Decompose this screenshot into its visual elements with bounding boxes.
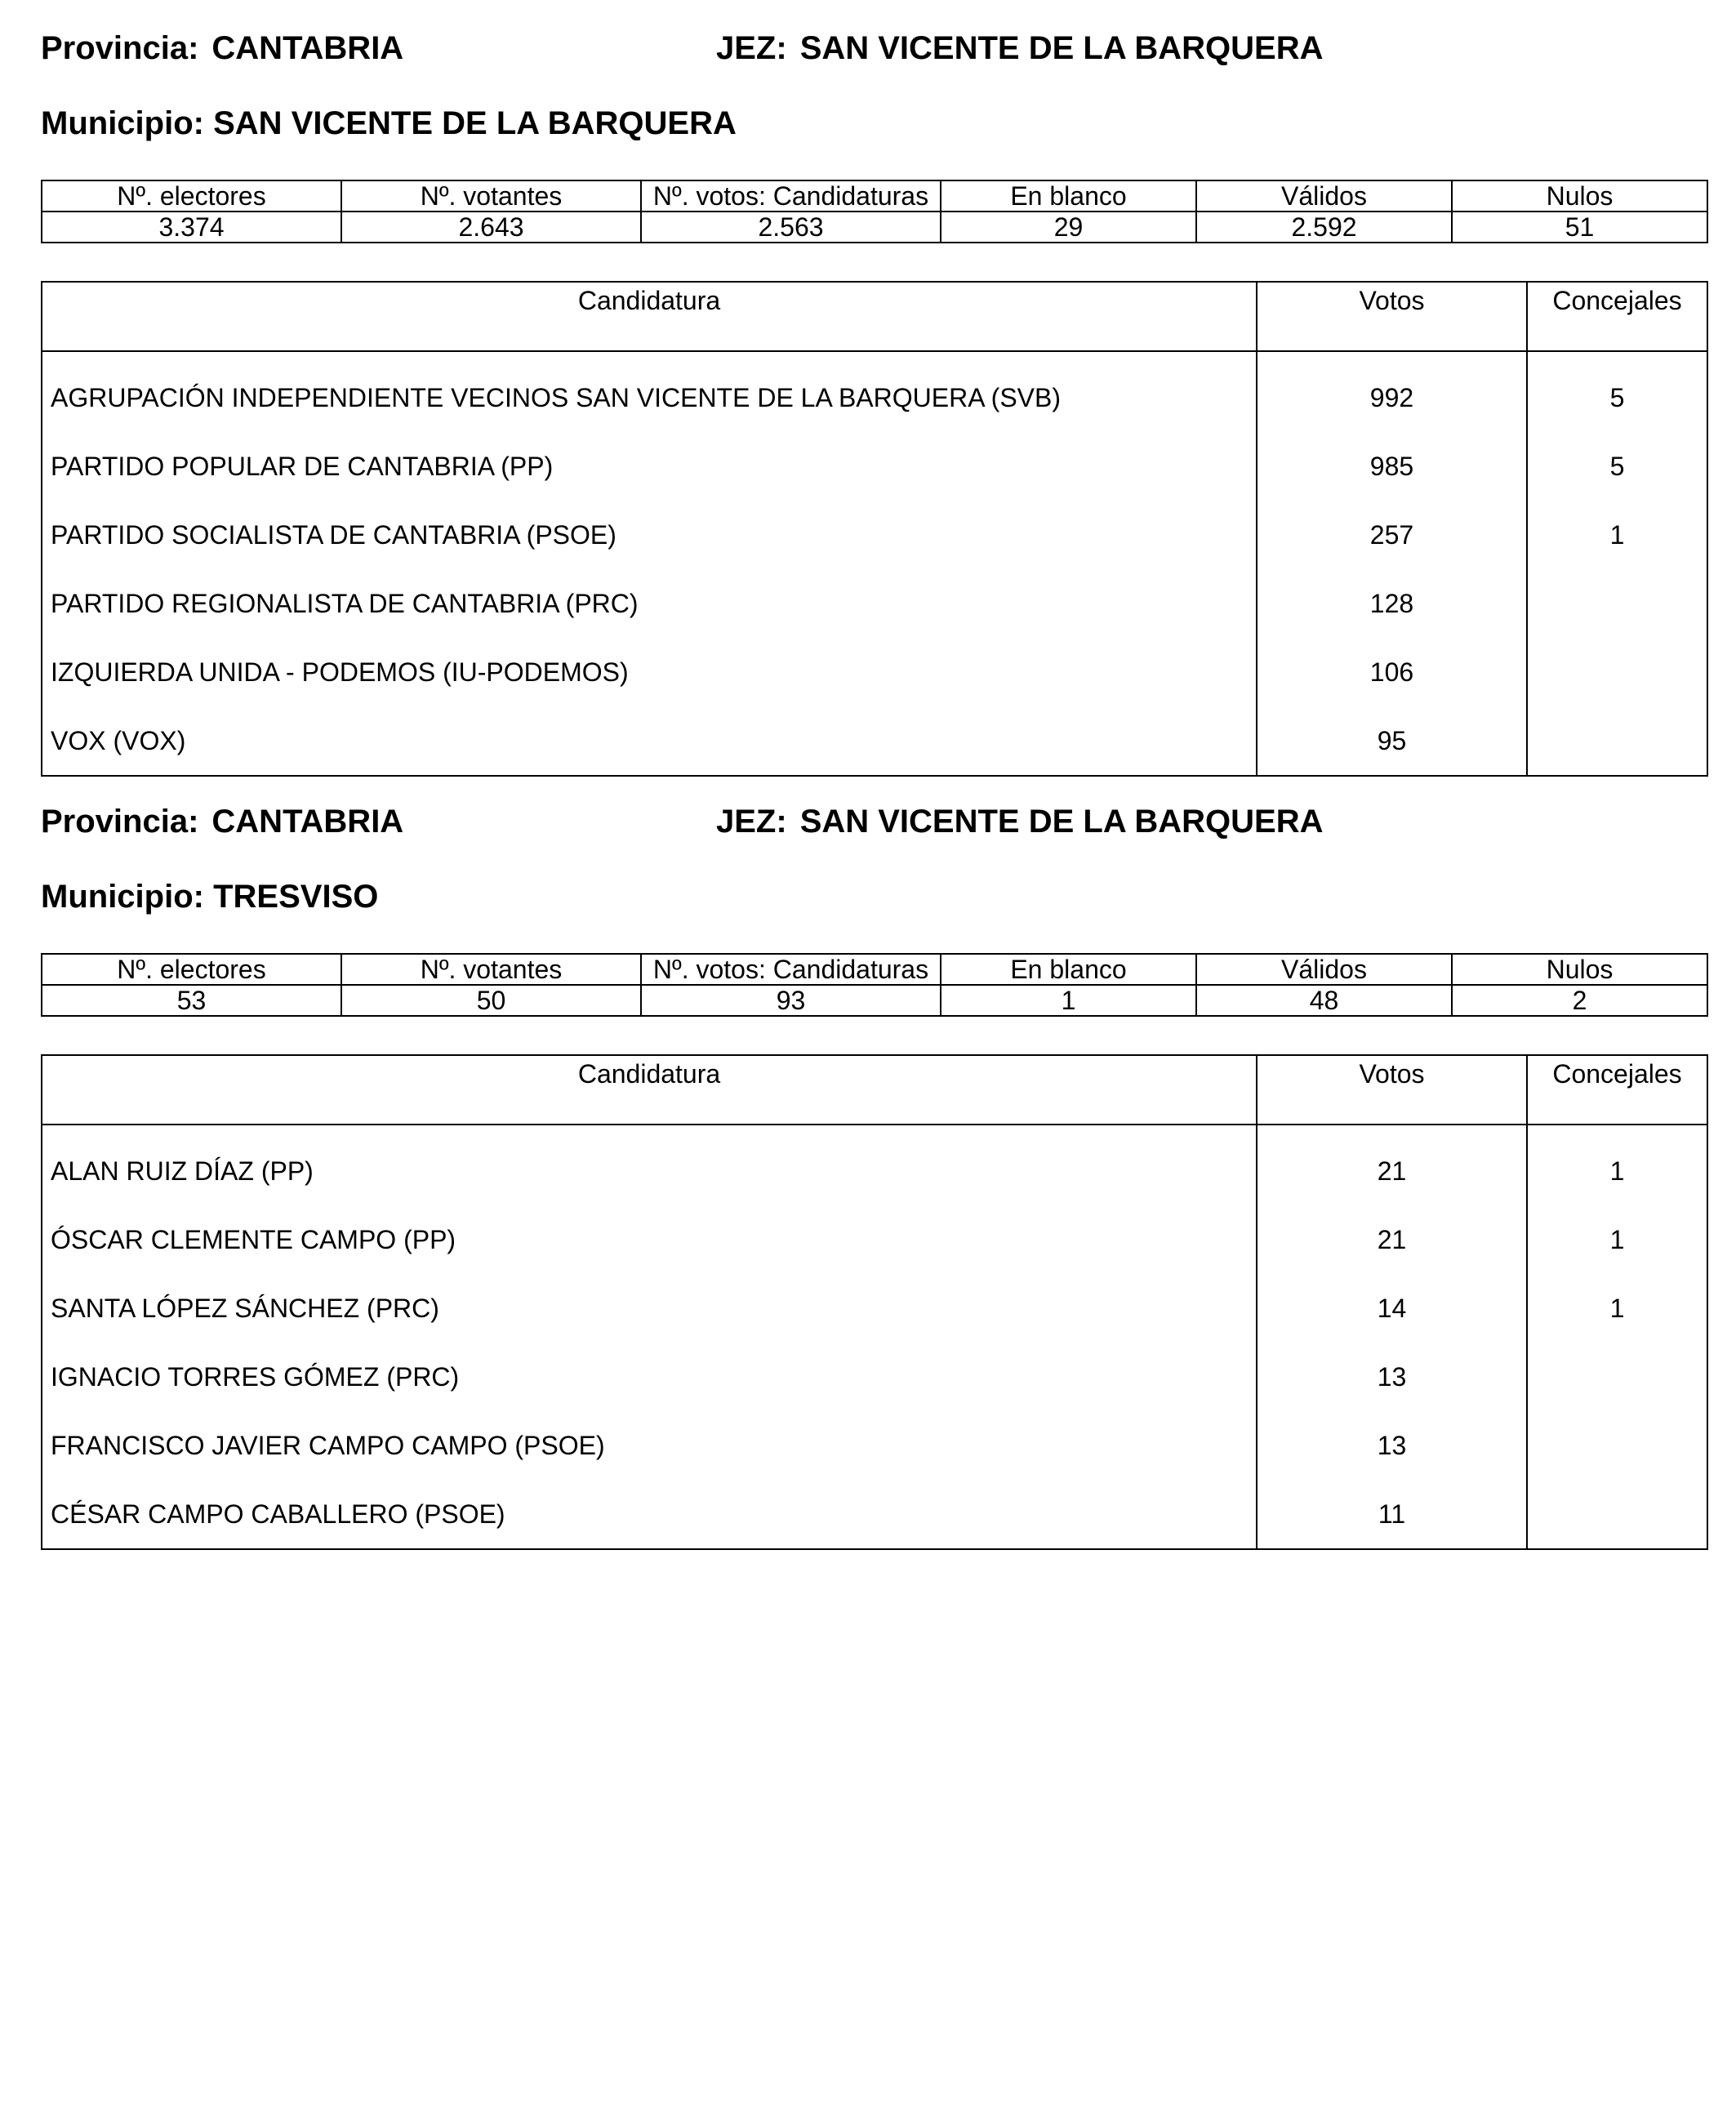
candidatura-name: ALAN RUIZ DÍAZ (PP) xyxy=(42,1125,1257,1205)
candidatura-name: PARTIDO SOCIALISTA DE CANTABRIA (PSOE) xyxy=(42,501,1257,569)
provincia-label: Provincia: xyxy=(41,804,199,840)
stats-header-cell: Nº. electores xyxy=(42,180,341,212)
concejales-value: 1 xyxy=(1527,1125,1707,1205)
votos-value: 13 xyxy=(1257,1343,1527,1411)
jez-value: SAN VICENTE DE LA BARQUERA xyxy=(799,804,1324,840)
stats-header-cell: Válidos xyxy=(1196,180,1452,212)
candidatura-name: PARTIDO REGIONALISTA DE CANTABRIA (PRC) xyxy=(42,569,1257,638)
concejales-value: 5 xyxy=(1527,351,1707,432)
concejales-value: 1 xyxy=(1527,1205,1707,1274)
stats-header-cell: Nº. votos: Candidaturas xyxy=(641,954,941,985)
table-row xyxy=(42,1205,1707,1274)
stats-header-cell: En blanco xyxy=(941,954,1196,985)
candidatura-name: SANTA LÓPEZ SÁNCHEZ (PRC) xyxy=(42,1274,1257,1343)
concejales-value: 1 xyxy=(1527,501,1707,569)
stats-header-cell: Nº. votos: Candidaturas xyxy=(641,180,941,212)
stats-value-cell: 48 xyxy=(1196,985,1452,1016)
votos-value: 21 xyxy=(1257,1205,1527,1274)
results-header-concejales: Concejales xyxy=(1527,282,1707,351)
stats-value-cell: 29 xyxy=(941,212,1196,243)
stats-value-cell: 93 xyxy=(641,985,941,1016)
table-row xyxy=(42,706,1707,776)
table-row xyxy=(42,1343,1707,1411)
candidatura-name: IZQUIERDA UNIDA - PODEMOS (IU-PODEMOS) xyxy=(42,638,1257,706)
municipio-value: TRESVISO xyxy=(213,879,379,915)
stats-header-cell: Nº. votantes xyxy=(341,954,641,985)
concejales-value xyxy=(1527,638,1707,706)
table-row xyxy=(42,501,1707,569)
concejales-value: 1 xyxy=(1527,1274,1707,1343)
stats-header-cell: Nulos xyxy=(1452,180,1707,212)
municipality-section xyxy=(41,23,1707,777)
candidatura-name: ÓSCAR CLEMENTE CAMPO (PP) xyxy=(42,1205,1257,1274)
candidatura-name: PARTIDO POPULAR DE CANTABRIA (PP) xyxy=(42,432,1257,501)
results-header-candidatura: Candidatura xyxy=(42,282,1257,351)
table-row xyxy=(42,638,1707,706)
provincia-value: CANTABRIA xyxy=(211,30,404,66)
stats-value-cell: 50 xyxy=(341,985,641,1016)
votos-value: 992 xyxy=(1257,351,1527,432)
votos-value: 106 xyxy=(1257,638,1527,706)
jez-block xyxy=(716,23,1323,73)
votos-value: 11 xyxy=(1257,1480,1527,1549)
stats-value-cell: 1 xyxy=(941,985,1196,1016)
municipio-label: Municipio: xyxy=(41,105,204,141)
results-header-votos: Votos xyxy=(1257,1055,1527,1125)
candidatura-name: AGRUPACIÓN INDEPENDIENTE VECINOS SAN VICENTE DE LA BARQUERA (SVB) xyxy=(42,351,1257,432)
municipio-row xyxy=(41,98,1707,149)
jez-label: JEZ: xyxy=(716,30,787,66)
table-row xyxy=(42,569,1707,638)
stats-table xyxy=(41,953,1708,1017)
table-row xyxy=(42,351,1707,432)
stats-header-cell: En blanco xyxy=(941,180,1196,212)
results-header-candidatura: Candidatura xyxy=(42,1055,1257,1125)
stats-header-cell: Válidos xyxy=(1196,954,1452,985)
stats-header-cell: Nº. electores xyxy=(42,954,341,985)
concejales-value xyxy=(1527,1343,1707,1411)
municipio-label: Municipio: xyxy=(41,879,204,915)
municipio-value: SAN VICENTE DE LA BARQUERA xyxy=(213,105,737,141)
concejales-value xyxy=(1527,1480,1707,1549)
votos-value: 985 xyxy=(1257,432,1527,501)
table-row xyxy=(42,1480,1707,1549)
candidatura-name: IGNACIO TORRES GÓMEZ (PRC) xyxy=(42,1343,1257,1411)
results-header-row xyxy=(42,282,1707,351)
header-row xyxy=(41,23,1707,73)
votos-value: 13 xyxy=(1257,1411,1527,1480)
concejales-value xyxy=(1527,569,1707,638)
votos-value: 95 xyxy=(1257,706,1527,776)
stats-table xyxy=(41,180,1708,243)
stats-header-cell: Nulos xyxy=(1452,954,1707,985)
table-row xyxy=(42,432,1707,501)
votos-value: 257 xyxy=(1257,501,1527,569)
stats-value-cell: 51 xyxy=(1452,212,1707,243)
stats-header-cell: Nº. votantes xyxy=(341,180,641,212)
header-row xyxy=(41,796,1707,847)
jez-block xyxy=(716,796,1323,847)
stats-value-row xyxy=(42,212,1707,243)
results-table xyxy=(41,1054,1708,1550)
table-row xyxy=(42,1274,1707,1343)
votos-value: 21 xyxy=(1257,1125,1527,1205)
concejales-value: 5 xyxy=(1527,432,1707,501)
municipio-row xyxy=(41,871,1707,922)
concejales-value xyxy=(1527,706,1707,776)
concejales-value xyxy=(1527,1411,1707,1480)
stats-value-cell: 2.592 xyxy=(1196,212,1452,243)
votos-value: 128 xyxy=(1257,569,1527,638)
stats-value-cell: 53 xyxy=(42,985,341,1016)
provincia-label: Provincia: xyxy=(41,30,199,66)
stats-value-cell: 2 xyxy=(1452,985,1707,1016)
results-table xyxy=(41,281,1708,777)
stats-value-cell: 2.563 xyxy=(641,212,941,243)
stats-header-row xyxy=(42,180,1707,212)
candidatura-name: VOX (VOX) xyxy=(42,706,1257,776)
stats-value-row xyxy=(42,985,1707,1016)
stats-value-cell: 2.643 xyxy=(341,212,641,243)
provincia-value: CANTABRIA xyxy=(211,804,404,840)
results-header-votos: Votos xyxy=(1257,282,1527,351)
candidatura-name: CÉSAR CAMPO CABALLERO (PSOE) xyxy=(42,1480,1257,1549)
results-header-row xyxy=(42,1055,1707,1125)
candidatura-name: FRANCISCO JAVIER CAMPO CAMPO (PSOE) xyxy=(42,1411,1257,1480)
stats-header-row xyxy=(42,954,1707,985)
table-row xyxy=(42,1411,1707,1480)
jez-label: JEZ: xyxy=(716,804,787,840)
table-row xyxy=(42,1125,1707,1205)
municipality-section xyxy=(41,796,1707,1550)
results-header-concejales: Concejales xyxy=(1527,1055,1707,1125)
votos-value: 14 xyxy=(1257,1274,1527,1343)
jez-value: SAN VICENTE DE LA BARQUERA xyxy=(799,30,1324,66)
stats-value-cell: 3.374 xyxy=(42,212,341,243)
